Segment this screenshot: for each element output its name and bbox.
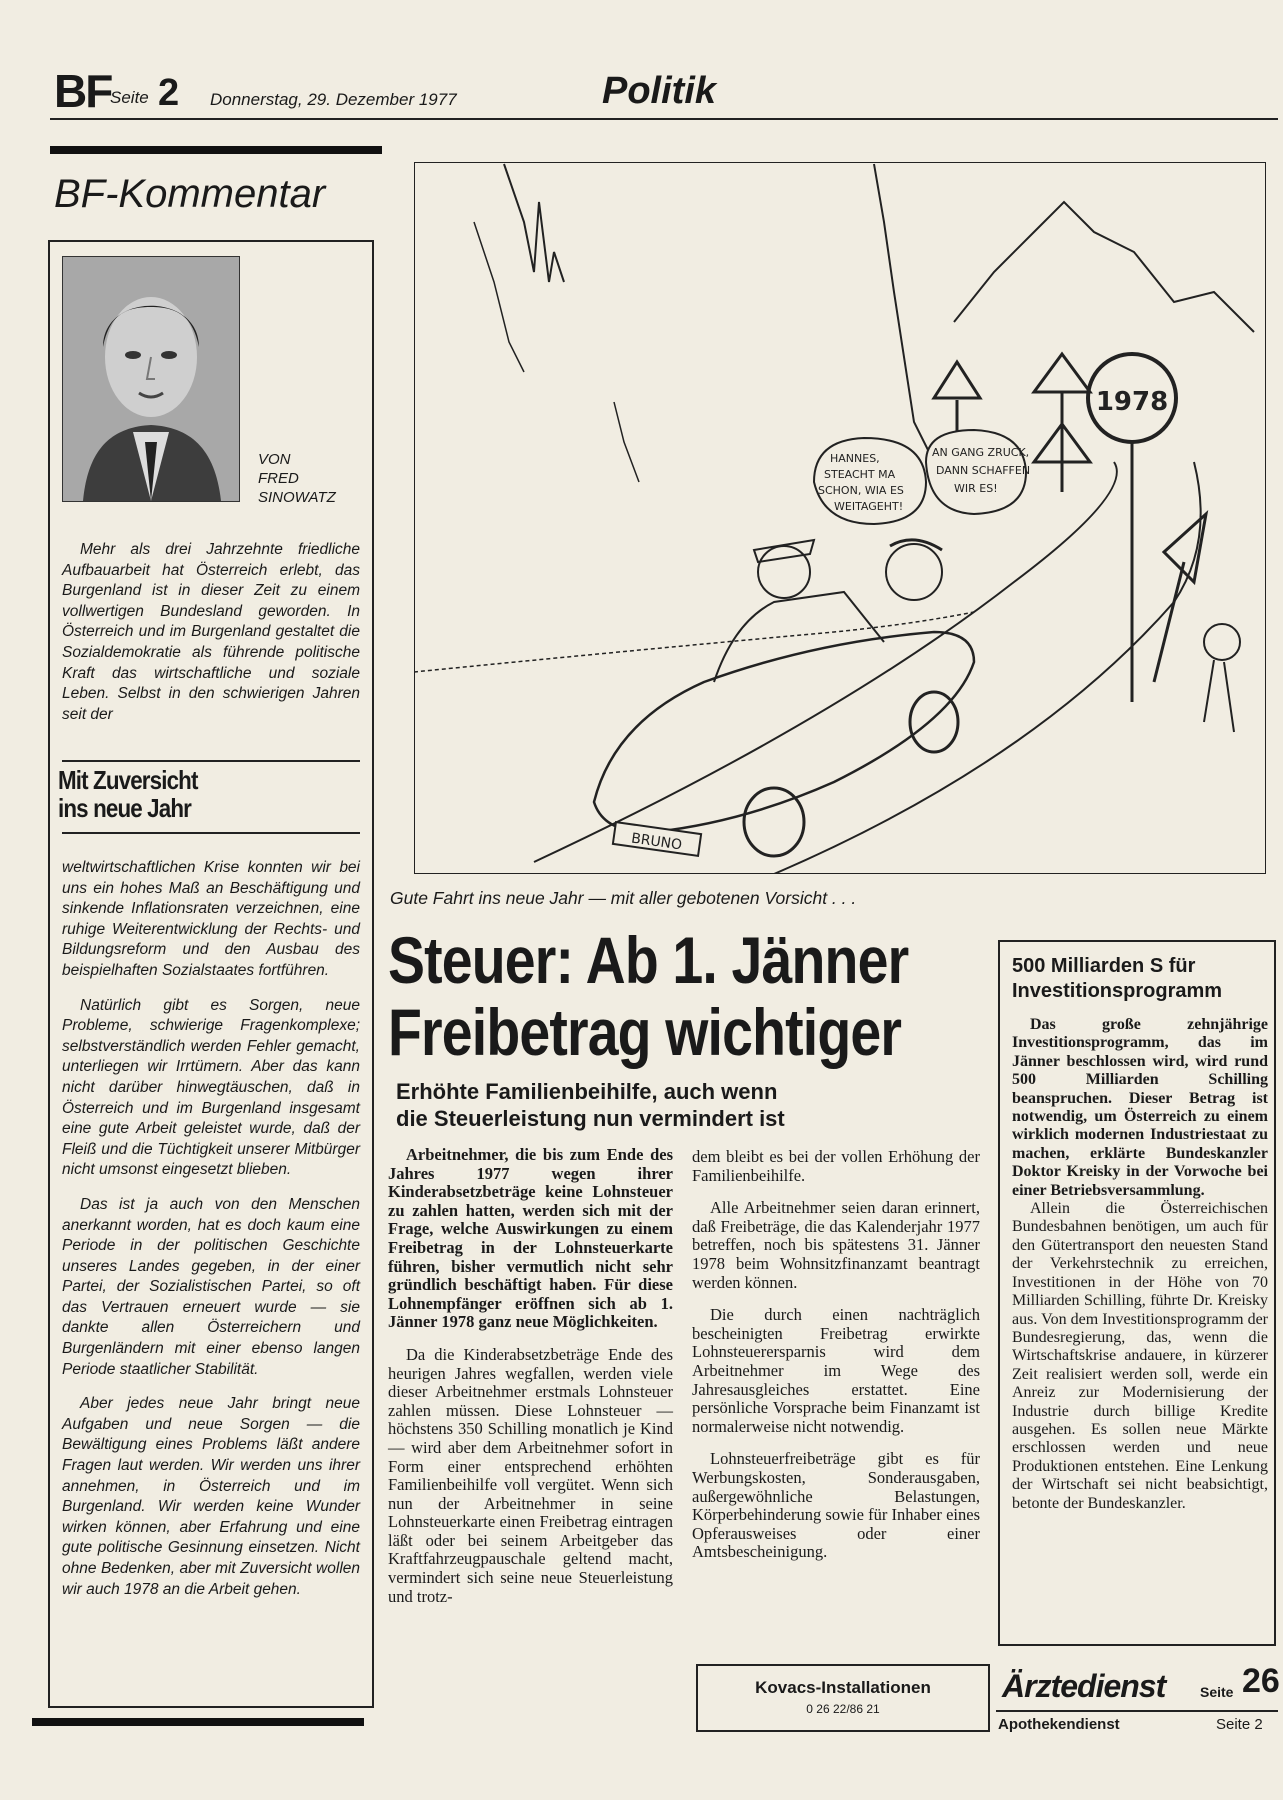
article-subhead [396, 1078, 785, 1132]
commentary-paragraph: weltwirtschaftlichen Krise konnten wir bei uns ein hohes Maß an Beschäftigung und sinkende Inflationsraten verzeichnen, eine ruhige Weiterentwicklung der Rechts- und Bildungsreform und den Ausbau des beispielhaften Sozialstaates fortführen. [62, 859, 360, 979]
apotheken-rule [996, 1710, 1278, 1712]
byline-firstname: FRED [258, 470, 299, 487]
speech-right-line: AN GANG ZRUCK, [932, 446, 1030, 459]
article-column-2 [692, 1148, 980, 1576]
commentary-bottom-bar [32, 1718, 364, 1726]
speech-left-line: WEITAGEHT! [834, 500, 904, 513]
commentary-text-bottom [62, 858, 360, 1614]
commentary-text-top [62, 540, 360, 739]
apothekendienst-label: Apothekendienst [998, 1716, 1120, 1733]
sign-year: 1978 [1095, 387, 1169, 417]
article-paragraph: Da die Kinderabsetzbeträge Ende des heurigen Jahres wegfallen, werden viele dieser Arbeitnehmer erstmals Lohnsteuer zahlen müssen. Diese Lohnsteuer — höchstens 350 Schilling monatlich je Kind — wird aber dem Arbeitnehmer sofort in Form einer entsprechend erhöhten Familienbeihilfe voll vergütet. Wenn sich nun der Arbeitnehmer in seine Lohnsteuerkarte einen Freibetrag eintragen läßt oder bei seinem Arbeitgeber das Kraftfahrzeugpauschale geltend macht, vermindert sich seine neue Steuerleistung und trotz- [388, 1344, 673, 1606]
subhead-line: die Steuerleistung nun vermindert ist [396, 1106, 785, 1131]
byline-lastname: SINOWATZ [258, 489, 336, 506]
aerztedienst-page-number: 26 [1242, 1662, 1280, 1700]
commentary-paragraph: Aber jedes neue Jahr bringt neue Aufgaben und neue Sorgen — die Bewältigung eines Problems läßt andere Fragen laut werden. Wir werden uns ihrer annehmen, in Österreich und im Burgenland. Wir werden keine Wunder wirken können, aber Erfahrung und eine gute politische Gesinnung einsetzen. Nicht ohne Bedenken, aber mit Zuversicht wollen wir auch 1978 an die Arbeit gehen. [62, 1395, 360, 1598]
subheading-rule [62, 760, 360, 762]
author-photo [62, 256, 240, 502]
header-rule [50, 118, 1278, 120]
subheading-line: Mit Zuversicht [58, 765, 198, 795]
side-article-headline: 500 Milliarden S für Investitionsprogramm [1012, 955, 1223, 1002]
speech-left-line: SCHON, WIA ES [818, 484, 904, 497]
article-paragraph: Die durch einen nachträglich bescheinigten Freibetrag erwirkte Lohnsteuerersparnis wird dem Arbeitnehmer im Wege des Jahresausgleiches erstattet. Eine persönliche Vorsprache beim Finanzamt ist normalerweise nicht notwendig. [692, 1305, 980, 1436]
subheading-rule [62, 832, 360, 834]
article-paragraph: dem bleibt es bei der vollen Erhöhung der Familienbeihilfe. [692, 1147, 980, 1185]
aerztedienst-title: Ärztedienst [1002, 1668, 1166, 1704]
byline-von: VON [258, 451, 291, 468]
aerztedienst-page-label: Seite [1200, 1684, 1234, 1700]
page-label: Seite [110, 88, 149, 107]
speech-left-line: STEACHT MA [824, 468, 896, 481]
article-column-1 [388, 1146, 673, 1620]
advertisement-box [696, 1664, 990, 1732]
side-article-body: Allein die Österreichischen Bundesbahnen benötigen, um auch für den Gütertransport den neuesten Stand der Verkehrstechnik zu erreichen, Investitionen in der Höhe von 70 Milliarden Schilling, führte Dr. Kreisky aus. Von dem Investitionsprogramm der Bundesregierung, das, wenn die Wirtschaftskrise andauere, in kürzerer Zeit realisiert werden soll, werde ein Anreiz zur Modernisierung der Industrie durch billige Kredite ausgehen. Es sollen neue Märkte erschlossen werden und neue Produktionen entstehen. Eine Lenkung der Wirtschaft sei nicht beabsichtigt, betonte der Bundeskanzler. [1012, 1200, 1268, 1512]
political-cartoon [414, 162, 1266, 874]
headline-line: Steuer: Ab 1. Jänner [388, 923, 909, 997]
commentary-paragraph: Das ist ja auch von den Menschen anerkannt worden, hat es doch kaum eine Periode in der politischen Geschichte unseres Landes gegeben, in der einer Partei, der Sozialistischen Partei, so oft das Vertrauen erneuert wurde — sie dankte allen Österreichern und Burgenländern mit einer ebenso langen Periode staatlicher Stabilität. [62, 1195, 360, 1378]
newspaper-logo: BF [54, 65, 112, 117]
speech-right-line: DANN SCHAFFEN [936, 464, 1031, 477]
cartoon-caption: Gute Fahrt ins neue Jahr — mit aller gebotenen Vorsicht . . . [390, 888, 857, 908]
section-title: Politik [602, 70, 717, 112]
license-plate: BRUNO [630, 830, 683, 854]
article-paragraph: Lohnsteuerfreibeträge gibt es für Werbungskosten, Sonderausgaben, außergewöhnliche Belastungen, Körperbehinderung sowie für Inhaber eines Opferausweises oder einer Amtsbescheinigung. [692, 1449, 980, 1562]
side-article-text [1012, 1016, 1268, 1527]
commentary-byline [258, 450, 336, 507]
article-paragraph: Alle Arbeitnehmer seien daran erinnert, daß Freibeträge, die das Kalenderjahr 1977 betreffen, noch bis spätestens 31. Jänner 1978 beim Wohnsitzfinanzamt beantragt werden können. [692, 1198, 980, 1292]
ad-company-name: Kovacs-Installationen [755, 1678, 931, 1697]
headline-line: Freibetrag wichtiger [388, 995, 902, 1069]
commentary-title: BF-Kommentar [54, 172, 326, 216]
speech-left-line: HANNES, [830, 452, 880, 465]
commentary-paragraph: Mehr als drei Jahrzehnte friedliche Aufbauarbeit hat Österreich erlebt, das Burgenland ist in dieser Zeit zu einem vollwertigen Bundesland geworden. In Österreich und im Burgenland gestaltet die Sozialdemokratie als führende politische Kraft das wirtschaftliche und soziale Leben. Selbst in den schwierigen Jahren seit der [62, 541, 360, 723]
speech-right-line: WIR ES! [954, 482, 998, 495]
commentary-subheading [58, 766, 198, 822]
side-article-lead: Das große zehnjährige Investitionsprogramm, das im Jänner beschlossen wird, wird rund 500 Milliarden Schilling beanspruchen. Dieser Betrag ist notwendig, um Österreich zu einem wirklich modernen Industriestaat zu machen, erklärte Bundeskanzler Doktor Kreisky in der Vorwoche bei einer Betriebsversammlung. [1012, 1016, 1268, 1199]
article-lead: Arbeitnehmer, die bis zum Ende des Jahres 1977 wegen ihrer Kinderabsetzbeträge keine Lohnsteuer zu zahlen hatten, werden sich mit der Frage, welche Auswirkungen zu einem Freibetrag in der Lohnsteuerkarte führen, bisher vermutlich nicht sehr gründlich beschäftigt haben. Für diese Lohnempfänger eröffnen sich ab 1. Jänner 1978 ganz neue Möglichkeiten. [388, 1145, 673, 1332]
article-headline [388, 924, 908, 1068]
commentary-top-bar [50, 146, 382, 154]
subhead-line: Erhöhte Familienbeihilfe, auch wenn [396, 1079, 778, 1104]
apothekendienst-page: Seite 2 [1216, 1716, 1263, 1733]
commentary-paragraph: Natürlich gibt es Sorgen, neue Probleme, schwierige Fragenkomplexe; selbstverständlich werden Fehler gemacht, unterliegen wir Irrtümern. Aber das kann nicht darüber hinwegtäuschen, daß in Österreich und im Burgenland insgesamt eine gute Arbeit geleistet wurde, daß der Fleiß und die Tüchtigkeit unserer Mitbürger nicht umsonst eingesetzt blieben. [62, 996, 360, 1179]
ad-phone: 0 26 22/86 21 [806, 1702, 880, 1716]
issue-date: Donnerstag, 29. Dezember 1977 [210, 90, 457, 109]
subheading-line: ins neue Jahr [58, 793, 191, 823]
page-number: 2 [158, 72, 180, 114]
